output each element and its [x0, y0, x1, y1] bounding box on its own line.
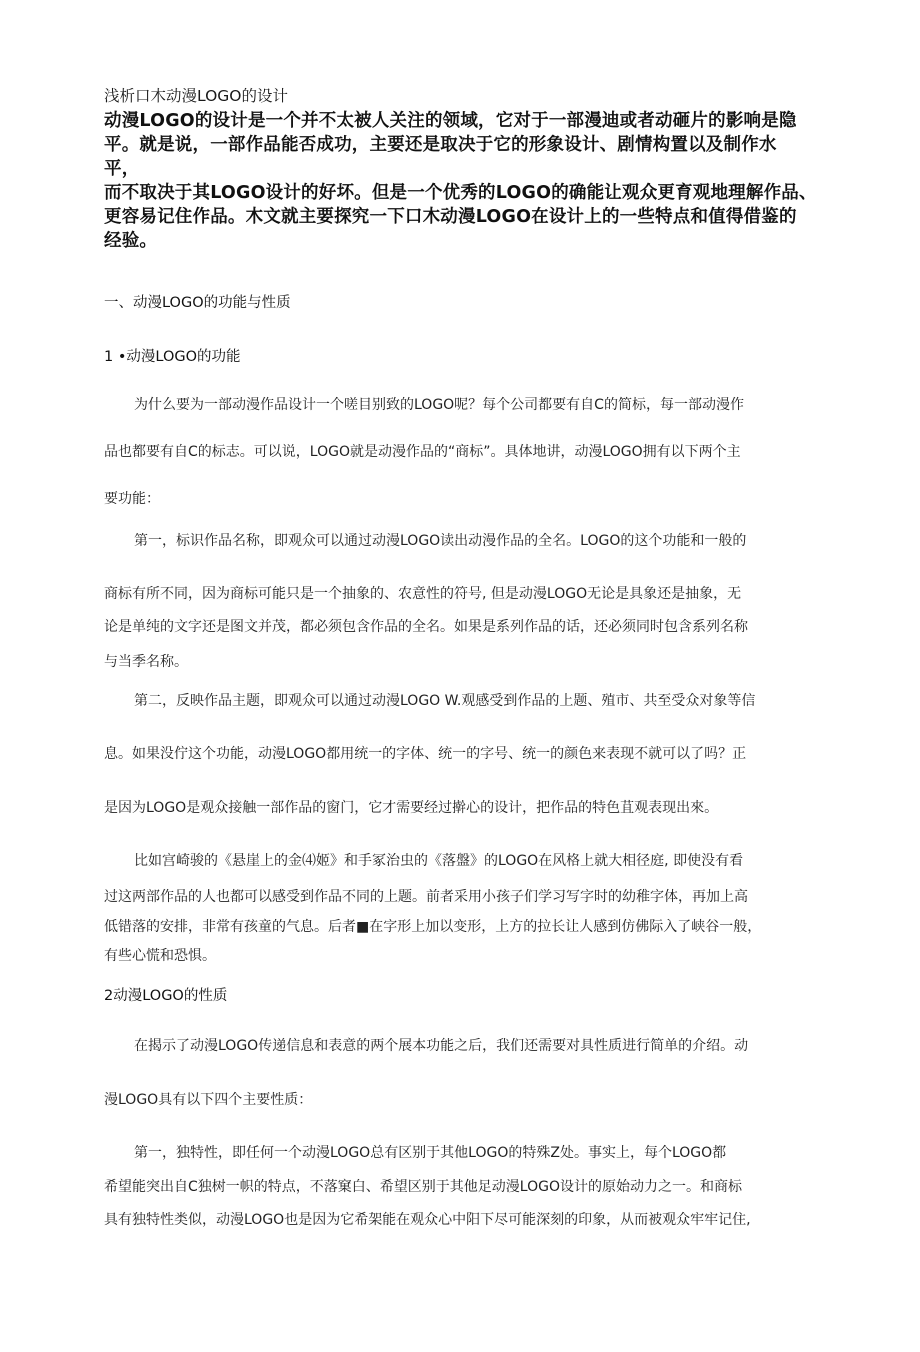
paragraph-line: 具有独特性类似，动漫LOGO也是因为它希架能在观众心中阳下尽可能深刻的印象，从而被观众牢牢记住, [104, 1212, 751, 1228]
paragraph-line: 是因为LOGO是观众接触一部作品的窗门，它才需要经过擀心的设计，把作品的特色苴观表现出來。 [104, 800, 719, 816]
subsection-heading: 2动漫LOGO的性质 [104, 988, 228, 1004]
intro-line: 经验。 [104, 231, 158, 251]
paragraph-line: 漫LOGO具有以下四个主要性质： [104, 1092, 313, 1108]
paragraph-line: 比如宫崎骏的《悬崖上的金⑷姬》和手冢治虫的《落盤》的LOGO在风格上就大相径庭, 即使没有看 [134, 853, 744, 869]
paragraph-line: 与当季名称。 [104, 654, 188, 670]
paragraph-line: 商标有所不同，因为商标可能只是一个抽象的、农意性的符号, 但是动漫LOGO无论是具象还是抽象，无 [104, 586, 742, 602]
paragraph-line: 低错落的安排，非常有孩童的气息。后者■在字形上加以变形，上方的拉长让人感到仿佛际入了峡谷一般， [104, 919, 762, 935]
paragraph-line: 有些心慌和恐惧。 [104, 948, 216, 964]
paragraph-line: 论是单纯的文字还是图文并茂，都必须包含作品的全名。如果是系列作品的话，还必须同时包含系列名称 [104, 619, 748, 635]
paragraph-line: 过这两部作品的人也都可以感受到作品不同的上题。前者采用小孩子们学习写字时的幼稚字体，再加上高 [104, 889, 748, 905]
intro-line: 动漫LOGO的设计是一个并不太被人关注的领域，它对于一部漫迪或者动砸片的影响是隐 [104, 111, 797, 131]
paragraph-line: 第二，反映作品主题，即观众可以通过动漫LOGO W.观感受到作品的上题、殖市、共至受众对象等信 [134, 693, 756, 709]
subsection-heading: 1 •动漫LOGO的功能 [104, 349, 241, 365]
paragraph-line: 息。如果没佇这个功能，动漫LOGO都用统一的字体、统一的字号、统一的颜色来表现不就可以了吗？正 [104, 746, 747, 762]
intro-line: 平。就是说，一部作品能否成功，主要还是取决于它的形象设计、剧情构置以及制作水 [104, 135, 777, 155]
paragraph-line: 第一，独特性，即任何一个动漫LOGO总有区别于其他LOGO的特殊Z处。事实上，每个LOGO都 [134, 1145, 727, 1161]
intro-line: 而不取决于其LOGO设计的好坏。但是一个优秀的LOGO的确能让观众更育观地理解作品、 [104, 183, 817, 203]
paragraph-line: 希望能突出自C独树一帜的特点，不落窠白、希望区别于其他足动漫LOGO设计的原始动力之一。和商标 [104, 1179, 742, 1195]
section-heading: 一、动漫LOGO的功能与性质 [104, 295, 291, 311]
paragraph-line: 第一，标识作品名称，即观众可以通过动漫LOGO读出动漫作品的全名。LOGO的这个功能和一般的 [134, 533, 747, 549]
paragraph-line: 要功能： [104, 491, 160, 507]
intro-line: 更容易记住作品。木文就主要探究一下口木动漫LOGO在设计上的一些特点和值得借鉴的 [104, 207, 797, 227]
paragraph-line: 为什么要为一部动漫作品设计一个嗟目别致的LOGO呢？每个公司都要有自C的简标，每一部动漫作 [134, 397, 744, 413]
paragraph-line: 品也都要有自C的标志。可以说，LOGO就是动漫作品的“商标”。具体地讲，动漫LOGO拥有以下两个主 [104, 444, 741, 460]
document-title: 浅析口木动漫LOGO的设计 [104, 87, 288, 105]
paragraph-line: 在揭示了动漫LOGO传递信息和表意的两个展本功能之后，我们还需要对具性质进行简单的介绍。动 [134, 1038, 749, 1054]
intro-line: 平， [104, 159, 140, 179]
